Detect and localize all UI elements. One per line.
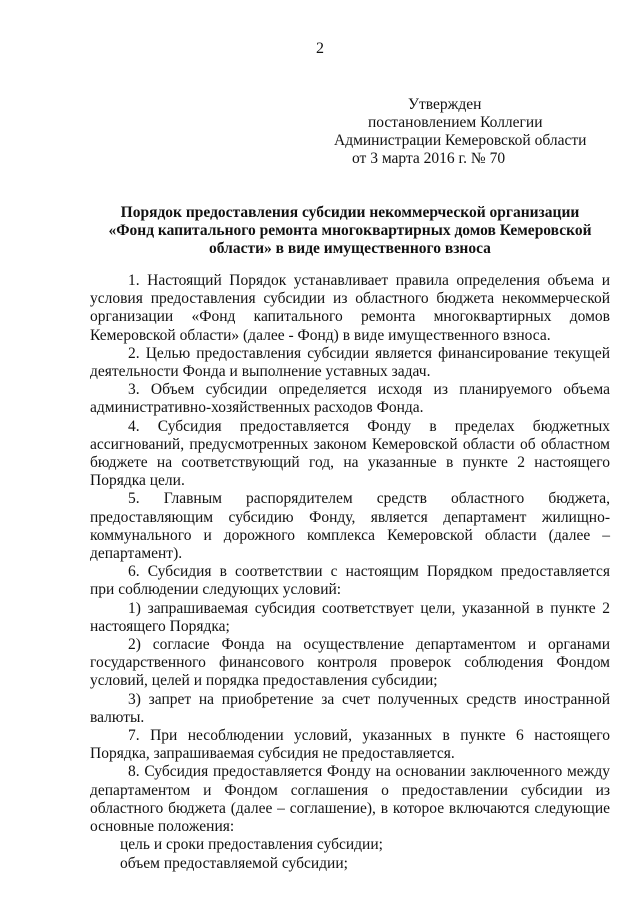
body-line: условия предоставления субсидии из областного бюджета некоммерческой	[90, 290, 610, 308]
body-line: 7. При несоблюдении условий, указанных в пункте 6 настоящего	[128, 727, 610, 745]
body-line: объем предоставляемой субсидии;	[120, 854, 348, 872]
approval-line-date: от 3 марта 2016 г. № 70	[352, 150, 506, 167]
body-line: 8. Субсидия предоставляется Фонду на основании заключенного между	[128, 763, 610, 781]
body-line: коммунального и дорожного комплекса Кемеровской области (далее –	[90, 526, 610, 544]
body-line: областного бюджета (далее – соглашение), в которое включаются следующие	[90, 799, 610, 817]
body-line: ассигнований, предусмотренных законом Кемеровской области об областном	[90, 435, 610, 453]
approval-block	[330, 96, 610, 168]
body-line: организации «Фонд капитального ремонта многоквартирных домов	[90, 308, 610, 326]
document-title	[90, 204, 610, 258]
body-line: 3. Объем субсидии определяется исходя из планируемого объема	[128, 381, 610, 399]
document-body	[90, 272, 610, 873]
body-line: административно-хозяйственных расходов Фонда.	[90, 399, 424, 417]
approval-line-resolution: постановлением Коллегии	[368, 114, 543, 131]
body-line: Кемеровской области» (далее - Фонд) в виде имущественного взноса.	[90, 326, 551, 344]
body-line: цель и сроки предоставления субсидии;	[120, 836, 383, 854]
body-line: основные положения:	[90, 818, 235, 836]
title-line-1: Порядок предоставления субсидии некоммерческой организации	[120, 204, 580, 221]
approval-line-administration: Администрации Кемеровской области	[334, 132, 587, 149]
body-line: валюты.	[90, 708, 145, 726]
body-line: Порядка цели.	[90, 472, 185, 490]
body-line: бюджете на соответствующий год, на указанные в пункте 2 настоящего	[90, 454, 610, 472]
body-line: 3) запрет на приобретение за счет полученных средств иностранной	[128, 690, 610, 708]
body-line: предоставляющим субсидию Фонду, является департамент жилищно-	[90, 508, 610, 526]
body-line: 4. Субсидия предоставляется Фонду в пределах бюджетных	[128, 417, 610, 435]
body-line: 2. Целью предоставления субсидии является финансирование текущей	[128, 344, 610, 362]
body-line: 5. Главным распорядителем средств областного бюджета,	[128, 490, 610, 508]
title-line-3: области» в виде имущественного взноса	[209, 240, 491, 257]
body-line: государственного финансового контроля проверок соблюдения Фондом	[90, 654, 610, 672]
approval-line-approved: Утвержден	[408, 96, 482, 113]
body-line: условий, целей и порядка предоставления субсидии;	[90, 672, 438, 690]
body-line: деятельности Фонда и выполнение уставных задач.	[90, 363, 431, 381]
title-line-2: «Фонд капитального ремонта многоквартирных домов Кемеровской	[108, 222, 592, 239]
body-line: департаментом и Фондом соглашения о предоставлении субсидии из	[90, 781, 610, 799]
body-line: при соблюдении следующих условий:	[90, 581, 342, 599]
page-number: 2	[316, 40, 324, 57]
body-line: 1) запрашиваемая субсидия соответствует цели, указанной в пункте 2	[128, 599, 610, 617]
body-line: настоящего Порядка;	[90, 617, 230, 635]
body-line: Порядка, запрашиваемая субсидия не предоставляется.	[90, 745, 455, 763]
body-line: 6. Субсидия в соответствии с настоящим Порядком предоставляется	[128, 563, 610, 581]
body-line: департамент).	[90, 545, 183, 563]
body-line: 2) согласие Фонда на осуществление департаментом и органами	[128, 636, 610, 654]
body-line: 1. Настоящий Порядок устанавливает правила определения объема и	[128, 272, 610, 289]
